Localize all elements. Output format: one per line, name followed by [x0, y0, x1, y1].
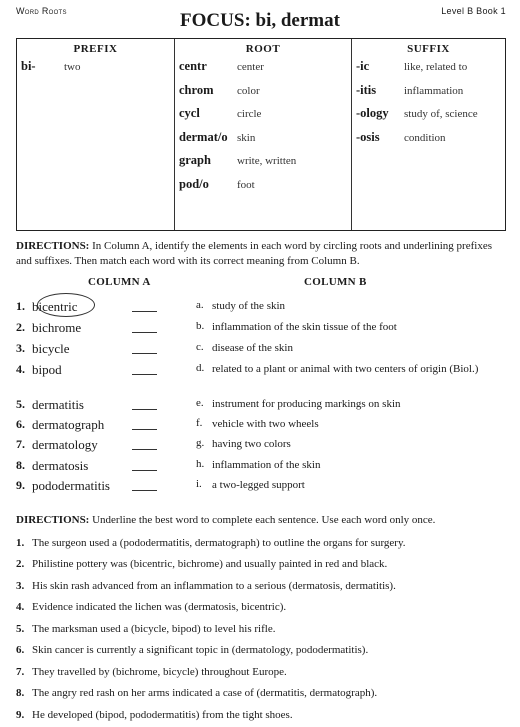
sentence-number: 2. [16, 558, 25, 570]
sentence-text: The angry red rash on her arms indicated a case of (dermatitis, dermatograph). [32, 687, 378, 699]
sentence-number: 6. [16, 644, 25, 656]
column-b-definition: inflammation of the skin [212, 459, 321, 471]
sentence-text: They travelled by (bichrome, bicycle) throughout Europe. [32, 666, 287, 678]
column-b-definition: instrument for producing markings on skin [212, 398, 401, 410]
sentence-item [16, 580, 506, 592]
matching-row [0, 362, 520, 382]
column-a-word: bicycle [32, 341, 70, 356]
sentence-item [16, 709, 506, 721]
column-b-letter: e. [196, 397, 204, 409]
sentence-item [16, 644, 506, 656]
answer-blank[interactable] [132, 429, 157, 430]
sentence-item [16, 558, 506, 570]
suffix-term: -itis [356, 82, 377, 97]
item-number: 6. [16, 417, 25, 431]
column-a-word: dermatograph [32, 417, 105, 432]
sentence-item [16, 601, 506, 613]
root-row [175, 83, 351, 107]
root-term: dermat/o [179, 129, 228, 144]
root-term: centr [179, 59, 207, 73]
level-label: Level B Book 1 [441, 6, 506, 16]
column-a-word: bichrome [32, 320, 82, 335]
column-b-letter: i. [196, 478, 202, 490]
root-row [175, 59, 351, 83]
directions-text: In Column A, identify the elements in each word by circling roots and underlining prefixes and suffixes. Then match each word with its correct meaning from Column B. [16, 240, 492, 267]
handwritten-circle [37, 293, 95, 317]
prefix-term: bi- [21, 59, 36, 73]
sentence-item [16, 666, 506, 678]
column-a-word: bicentric [32, 299, 78, 314]
sentence-text: The marksman used a (bicycle, bipod) to level his rifle. [32, 623, 276, 635]
column-b-definition: inflammation of the skin tissue of the foot [212, 321, 397, 333]
column-a-word: bipod [32, 362, 62, 377]
column-a-word: pododermatitis [32, 478, 110, 493]
column-a-heading: COLUMN A [88, 276, 151, 288]
suffix-row [352, 59, 505, 83]
matching-row [0, 478, 520, 498]
column-b-definition: a two-legged support [212, 479, 305, 491]
root-heading: ROOT [245, 43, 281, 55]
sentence-text: The surgeon used a (pododermatitis, dermatograph) to outline the organs for surgery. [32, 537, 406, 549]
sentence-number: 8. [16, 687, 25, 699]
item-number: 1. [16, 299, 25, 313]
root-meaning: color [237, 84, 260, 97]
root-row [175, 130, 351, 154]
sentence-number: 5. [16, 623, 25, 635]
column-b-definition: related to a plant or animal with two centers of origin (Biol.) [212, 363, 479, 375]
column-b-letter: b. [196, 320, 205, 332]
matching-row [0, 397, 520, 417]
directions-label: DIRECTIONS: [16, 514, 90, 526]
column-b-letter: h. [196, 458, 205, 470]
column-a-word: dermatology [32, 437, 98, 452]
column-b-definition: vehicle with two wheels [212, 418, 319, 430]
item-number: 8. [16, 458, 25, 472]
directions-text: Underline the best word to complete each sentence. Use each word only once. [89, 514, 436, 526]
suffix-meaning: like, related to [404, 61, 468, 73]
column-b-letter: c. [196, 341, 204, 353]
root-meaning: circle [237, 108, 262, 120]
column-b-definition: study of the skin [212, 300, 286, 312]
sentence-item [16, 687, 506, 699]
answer-blank[interactable] [132, 332, 157, 333]
root-column [174, 39, 351, 230]
column-b-letter: a. [196, 299, 204, 311]
matching-row [0, 320, 520, 340]
item-number: 4. [16, 362, 25, 376]
word-parts-table [16, 38, 506, 231]
suffix-heading: SUFFIX [407, 43, 450, 55]
sentence-item [16, 537, 506, 549]
answer-blank[interactable] [132, 374, 157, 375]
root-meaning: skin [237, 131, 256, 144]
answer-blank[interactable] [132, 470, 157, 471]
suffix-term: -osis [356, 129, 380, 144]
column-a-word: dermatosis [32, 458, 89, 473]
sentence-text: Skin cancer is currently a significant topic in (dermatology, pododermatitis). [32, 644, 369, 656]
prefix-meaning: two [64, 61, 81, 73]
matching-row [0, 458, 520, 478]
suffix-term: -ic [356, 59, 370, 73]
matching-row [0, 417, 520, 437]
suffix-column [351, 39, 505, 230]
sentence-number: 9. [16, 709, 25, 721]
directions-label: DIRECTIONS: [16, 240, 90, 252]
answer-blank[interactable] [132, 409, 157, 410]
sentence-number: 7. [16, 666, 25, 678]
column-b-definition: having two colors [212, 438, 291, 450]
suffix-row [352, 130, 505, 154]
column-b-letter: f. [196, 417, 203, 429]
matching-row [0, 299, 520, 319]
suffix-row [352, 106, 505, 130]
suffix-meaning: inflammation [404, 84, 464, 97]
prefix-column [17, 39, 174, 230]
root-row [175, 153, 351, 177]
sentence-number: 4. [16, 601, 25, 613]
prefix-row [17, 59, 174, 83]
suffix-meaning: condition [404, 131, 446, 144]
column-a-word: dermatitis [32, 397, 84, 412]
item-number: 3. [16, 341, 25, 355]
root-row [175, 177, 351, 201]
answer-blank[interactable] [132, 490, 157, 491]
root-term: pod/o [179, 176, 209, 191]
item-number: 5. [16, 397, 25, 411]
matching-row [0, 341, 520, 361]
sentence-text: He developed (bipod, pododermatitis) from the tight shoes. [32, 709, 293, 721]
root-meaning: write, written [237, 155, 297, 167]
root-term: cycl [179, 106, 200, 120]
item-number: 7. [16, 437, 25, 451]
answer-blank[interactable] [132, 311, 157, 312]
suffix-row [352, 83, 505, 107]
item-number: 2. [16, 320, 25, 334]
root-meaning: center [237, 61, 264, 73]
prefix-heading: PREFIX [73, 43, 118, 55]
sentence-text: His skin rash advanced from an inflammation to a serious (dermatosis, dermatitis). [32, 580, 396, 592]
sentence-number: 3. [16, 580, 25, 592]
series-label: Word Roots [16, 6, 67, 16]
sentence-text: Philistine pottery was (bicentric, bichrome) and usually painted in red and black. [32, 558, 388, 570]
root-meaning: foot [237, 178, 255, 191]
sentence-text: Evidence indicated the lichen was (dermatosis, bicentric). [32, 601, 287, 613]
suffix-term: -ology [356, 106, 389, 120]
page-title: FOCUS: bi, dermat [180, 10, 340, 31]
sentence-item [16, 623, 506, 635]
answer-blank[interactable] [132, 353, 157, 354]
sentence-directions [16, 513, 506, 528]
root-term: chrom [179, 82, 214, 97]
matching-directions [16, 239, 506, 269]
sentence-number: 1. [16, 537, 25, 549]
column-b-heading: COLUMN B [304, 276, 367, 288]
item-number: 9. [16, 478, 25, 492]
root-term: graph [179, 153, 211, 167]
column-b-letter: g. [196, 437, 205, 449]
suffix-meaning: study of, science [404, 108, 478, 120]
answer-blank[interactable] [132, 449, 157, 450]
column-b-definition: disease of the skin [212, 342, 293, 354]
root-row [175, 106, 351, 130]
column-b-letter: d. [196, 362, 205, 374]
matching-row [0, 437, 520, 457]
